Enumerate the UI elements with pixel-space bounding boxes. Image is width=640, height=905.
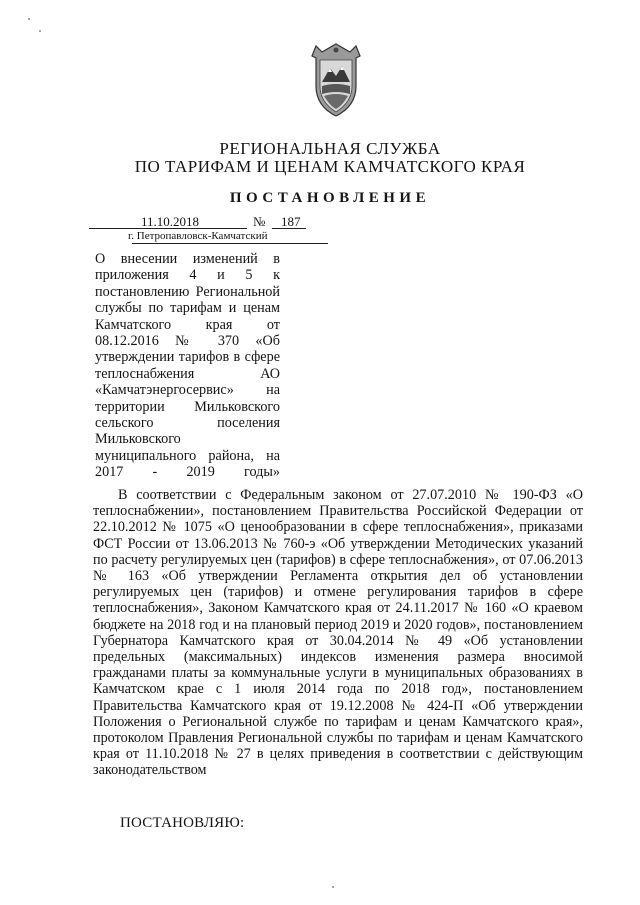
city-name: г. Петропавловск-Камчатский [128, 230, 268, 242]
scan-speck [39, 30, 41, 32]
decree-word: ПОСТАНОВЛЯЮ: [120, 815, 245, 831]
scan-speck [28, 18, 30, 20]
document-number: 187 [281, 214, 301, 229]
organization-name-line-2: ПО ТАРИФАМ И ЦЕНАМ КАМЧАТСКОГО КРАЯ [134, 157, 526, 176]
preamble-paragraph: В соответствии с Федеральным законом от 27.07.2010 № 190-ФЗ «О теплоснабжении», постановлением Правительства Российской Федерации от 22.10.2012 № 1075 «О ценообразовании в сфере теплоснабжения», приказами ФСТ России от 13.06.2013 № 760-э «Об утверждении Методических указаний по расчету регулируемых цен (тарифов) в сфере теплоснабжения», от 07.06.2013 № 163 «Об утверждении Регламента открытия дел об установлении регулируемых цен (тарифов) и отмене регулирования тарифов в сфере теплоснабжения», Законом Камчатского края от 24.11.2017 № 160 «О краевом бюджете на 2018 год и на плановый период 2019 и 2020 годов», постановлением Губернатора Камчатского края от 30.04.2014 № 49 «Об установлении предельных (максимальных) индексов изменения размера вносимой гражданами платы за коммунальные услуги в муниципальных образованиях в Камчатском крае с 1 июля 2014 года по 2018 год», постановлением Правительства Камчатского края от 19.12.2008 № 424-П «Об утверждении Положения о Региональной службе по тарифам и ценам Камчатского края», протоколом Правления Региональной службы по тарифам и ценам Камчатского края от 11.10.2018 № 27 в целях приведения в соответствии с действующим законодательством [93, 487, 583, 779]
organization-name-line-1: РЕГИОНАЛЬНАЯ СЛУЖБА [219, 139, 441, 158]
document-date: 11.10.2018 [141, 214, 200, 229]
scan-speck [332, 886, 334, 888]
city-underline [132, 243, 328, 244]
document-type-title: ПОСТАНОВЛЕНИЕ [229, 190, 431, 206]
number-sign: № [253, 214, 266, 229]
document-subject: О внесении изменений в приложения 4 и 5 к постановлению Региональной службы по тарифам и ценам Камчатского края от 08.12.2016 № 370 «Об утверждении тарифов в сфере теплоснабжения АО «Камчатэнергосервис» на территории Мильковского сельского поселения Мильковского муниципального района, на 2017 - 2019 годы» [95, 251, 280, 481]
registration-line [89, 215, 309, 231]
coat-of-arms-icon [306, 42, 366, 118]
